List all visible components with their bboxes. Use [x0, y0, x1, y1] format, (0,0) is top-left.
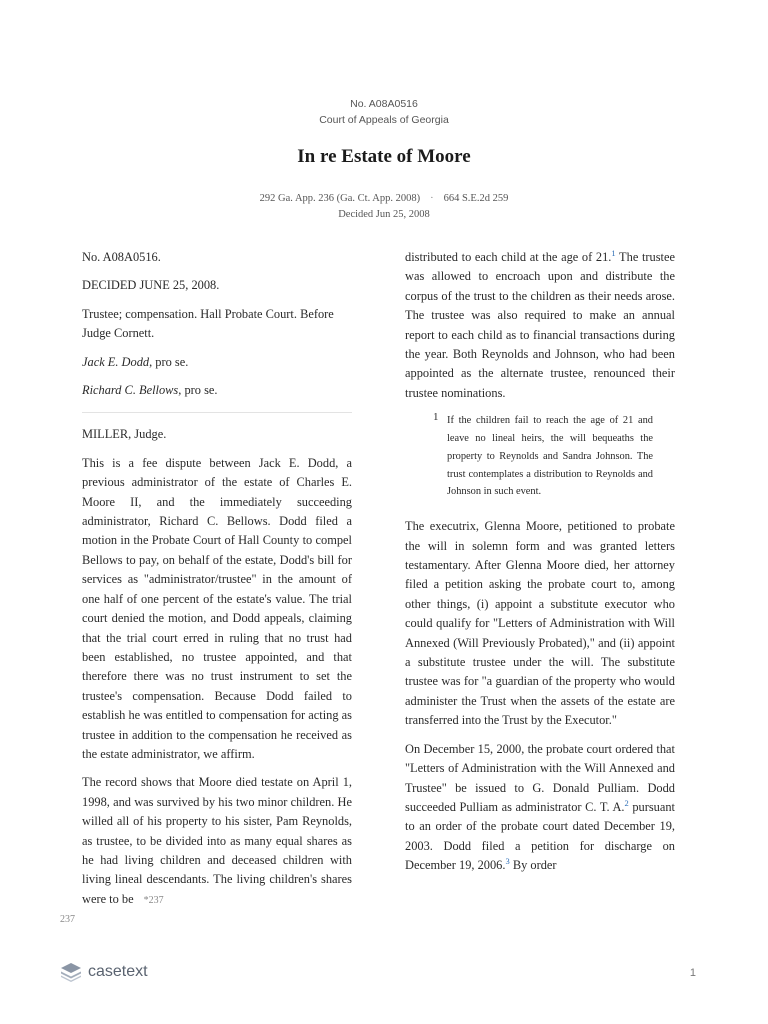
- paragraph-text: The trustee was allowed to encroach upon and distribute the corpus of the trust to the children as their needs arose. The trustee was also required to make an annual report to each child as to financial transactions during the year. Both Reynolds and Johnson, who had been appointed as the alternate trustee, renounced their trustee nominations.: [405, 250, 675, 400]
- page-number: 1: [689, 967, 696, 979]
- casetext-logo[interactable]: [60, 962, 148, 982]
- counsel-role: , pro se.: [149, 354, 189, 369]
- counsel-bellows: [82, 381, 352, 400]
- footnote: [425, 412, 653, 501]
- decided-date: Decided Jun 25, 2008: [338, 209, 430, 220]
- section-divider: [82, 412, 352, 413]
- layers-icon: [60, 962, 82, 982]
- citation-regional: 664 S.E.2d 259: [443, 193, 509, 204]
- opinion-paragraph: This is a fee dispute between Jack E. Dodd, a previous administrator of the estate of Charles E. Moore II, and the immediately succeeding administrator, Richard C. Bellows. Dodd filed a motion in the Probate Court of Hall County to compel Bellows to pay, on behalf of the estate, Dodd's bill for services as "administrator/trustee" in the amount of one half of one percent of the estate's value. The trial court denied the motion, and Dodd appeals, claiming that the trial court erred in ruling that no trust had been established, no trustee appointed, and that therefore there was no trust instrument to set the trustee's compensation. Because Dodd failed to establish he was entitled to compensation for acting as trustee in addition to the compensation he received as the estate administrator, we affirm.: [82, 455, 352, 761]
- brand-name: casetext: [88, 963, 148, 980]
- footnote-number: 1: [433, 411, 439, 424]
- counsel-role: , pro se.: [178, 383, 218, 398]
- citation-official: 292 Ga. App. 236 (Ga. Ct. App. 2008): [259, 193, 421, 204]
- star-page-marker: *237: [143, 894, 164, 906]
- docket-number: No. A08A0516: [350, 98, 418, 110]
- citation-separator: ·: [430, 193, 434, 204]
- counsel-name: Richard C. Bellows: [82, 383, 179, 398]
- counsel-name: Jack E. Dodd: [82, 354, 150, 369]
- citation-block: [0, 191, 768, 223]
- opinion-docket: No. A08A0516.: [82, 250, 161, 264]
- footnote-link[interactable]: 3: [505, 856, 510, 867]
- margin-page-number: 237: [60, 914, 75, 925]
- footnote-text: If the children fail to reach the age of 21 and leave no lineal heirs, the will bequeaths the property to Reynolds and Sandra Johnson. The trust contemplates a distribution to Reynolds and Johnson in such event.: [447, 415, 653, 498]
- opinion-paragraph: The executrix, Glenna Moore, petitioned to probate the will in solemn form and was granted letters testamentary. After Glenna Moore died, her attorney filed a petition asking the probate court to, among other things, (i) appoint a substitute executor who could qualify for "Letters of Administration with Will Annexed (Will Previously Probated)," and (ii) appoint a substitute trustee under the will. The substitute trustee was for "a guardian of the property who would administer the Trust when the assets of the estate are transferred into the Trust by the Executor.": [405, 519, 675, 728]
- case-summary: Trustee; compensation. Hall Probate Court. Before Judge Cornett.: [82, 306, 334, 341]
- opinion-paragraph: [405, 740, 675, 876]
- footnote-link[interactable]: 1: [611, 247, 616, 258]
- paragraph-text: pursuant to an order of the probate court dated December 19, 2003. Dodd filed a petition for discharge on December 19, 2006.: [405, 799, 675, 873]
- opinion-decided: DECIDED JUNE 25, 2008.: [82, 278, 220, 293]
- judge-line: MILLER, Judge.: [82, 427, 167, 442]
- right-column: [405, 248, 675, 885]
- counsel-dodd: [82, 353, 352, 372]
- paragraph-text: By order: [509, 858, 557, 873]
- left-column: [82, 248, 352, 919]
- paragraph-text: On December 15, 2000, the probate court ordered that "Letters of Administration with the Will Annexed and Trustee" be issued to G. Donald Pulliam. Dodd succeeded Pulliam as administrator C. T. A.: [405, 741, 675, 814]
- opinion-paragraph: [405, 248, 675, 403]
- case-title: In re Estate of Moore: [297, 146, 471, 167]
- paragraph-text: distributed to each child at the age of 21.: [405, 250, 612, 264]
- court-name: Court of Appeals of Georgia: [319, 114, 449, 126]
- paragraph-text: The record shows that Moore died testate on April 1, 1998, and was survived by his two minor children. He willed all of his property to his sister, Pam Reynolds, as trustee, to be divided into as many equal shares as he had living children and deceased children with living lineal descendants. The living children's shares were to be: [82, 775, 352, 906]
- opinion-paragraph: [82, 773, 352, 910]
- case-header: [0, 96, 768, 128]
- footnote-link[interactable]: 2: [624, 797, 629, 808]
